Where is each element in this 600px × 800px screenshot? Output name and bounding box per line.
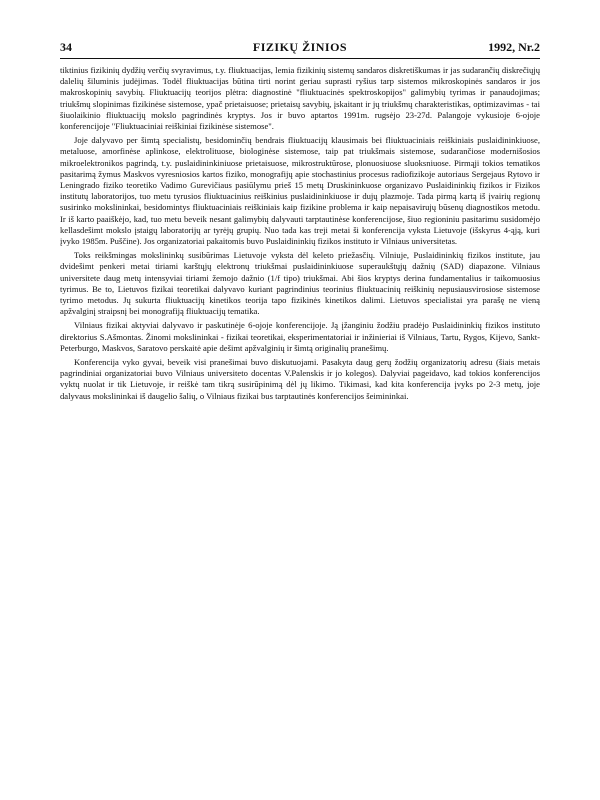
page-number: 34	[60, 40, 72, 54]
issue-label: 1992, Nr.2	[488, 40, 540, 54]
paragraph-3: Toks reikšmingas mokslininkų susibūrimas Lietuvoje vyksta dėl keleto priežasčių. Vilniuje, Puslaidininkių fizikos institute, jau dvidešimt penkeri metai tiriami karštųjų elektronų triukšmai puslaidininkiuose superaukštųjų dažnių (SAD) diapazone. Vilniaus universitete daug metų intensyviai tiriami žemojo dažnio (1/f tipo) triukšmai. Abi šios kryptys derina fundamentalius ir taikomuosius tyrimus. Be to, Lietuvos fizikai teoretikai dalyvavo kuriant pagrindinius teorinius fliuktuacinių reiškinių nepusiausvirosiose sistemose tyrimo metodus. Jų sukurta fliuktuacijų kinetikos teorija tapo fizikinės kinetikos dalimi. Lietuvos specialistai yra parašę ne vieną apžvalginį straipsnį bei monografiją fliuktuacijų tematika.	[60, 250, 540, 317]
article-body	[60, 65, 540, 402]
paragraph-5: Konferencija vyko gyvai, beveik visi pranešimai buvo diskutuojami. Pasakyta daug gerų žodžių organizatorių adresu (šiais metais pagrindiniai organizatoriai buvo Vilniaus universiteto docentas V.Palenskis ir jo kolegos). Dalyviai pageidavo, kad tokios konferencijos vyktų nuolat ir tik Lietuvoje, ir reiškė tam tikrą susirūpinimą dėl jų likimo. Tikimasi, kad kita konferencija įvyks po 2-3 metų, joje dalyvaus mokslininkai iš daugelio šalių, o Vilniaus fizikai bus tarptautinės konferencijos šeimininkai.	[60, 357, 540, 401]
paragraph-2: Joje dalyvavo per šimtą specialistų, besidominčių bendrais fliuktuacijų klausimais bei fliuktuaciniais reiškiniais puslaidininkiuose, metaluose, amorfinėse aplinkose, elektrolituose, biologinėse sistemose, taip pat triukšmais sistemose, sudarančiose modernišosios mikroelektronikos pagrindą, t.y. puslaidininkiniuose prietaisuose, mikrostruktūrose, plonuosiuose sluoksniuose. Pirmąji tokios tematikos pasitarimą žymus Maskvos vyresniosios kartos fiziko, monografijų apie stochastinius procesus radiofizikoje autoriaus Sergejaus Rytovo ir Leningrado fiziko teoretiko Vadimo Gurevičiaus pasiūlymu prieš 15 metų Druskininkuose organizavo Puslaidininkių fizikos ir Fizikos institutų laboratorijos, tuo metu tyrusios fliuktuacinius reiškinius puslaidininkiuose ir dujų plazmoje. Tada pirmą kartą iš įvairių regionų susirinko mokslininkai, besidomintys fliuktuaciniais reiškiniais kaip fizikine problema ir kaip nepaisavirujų būsenų diagnostikos metodu. Ir iš karto paaiškėjo, kad, tuo metu beveik nesant galimybių dalyvauti tarptautinėse konferencijose, šiuo regioniniu pasitarimu susidomėjo kellasdešimt mokslo įstaigų laboratorijų ar tyrėjų grupių. Nuo tada kas treji metai ši konferencija vyksta Lietuvoje (išskyrus 4-ąją, kuri įvyko 1985m. Puščine). Jos organizatoriai pakaitomis buvo Puslaidininkių fizikos instituto ir Vilniaus universitetas.	[60, 135, 540, 247]
paragraph-1: tiktinius fizikinių dydžių verčių svyravimus, t.y. fliuktuacijas, lemia fizikinių sistemų sandaros diskretiškumas ir jas sudarančių diskrečiųjų dalelių šiluminis judėjimas. Todėl fliuktuacijas būtina tirti norint geriau suprasti ryšius tarp sistemos mikroskopinės sandaros ir jos makroskopinių savybių. Fliuktuacijų teorijos plėtra: diagnostinė "fliuktuacinės spektroskopijos" galimybių tyrimas ir panaudojimas; triukšmų slopinimas fizikinėse sistemose, ypač prietaisuose; prietaisų savybių, įskaitant ir jų triukšmų charakteristikas, optimizavimas - tai šiuolaikinio fliuktuacijų mokslo pagrindinės kryptys. Jos ir buvo aptartos 1991m. rugsėjo 23-27d. Palangoje vykusioje 6-ojoje konferencijoje "Fliuktuaciniai reiškiniai fizikinėse sistemose".	[60, 65, 540, 132]
journal-title: FIZIKŲ ŽINIOS	[252, 40, 348, 54]
page-header	[60, 40, 540, 59]
journal-page	[60, 40, 540, 405]
paragraph-4: Vilniaus fizikai aktyviai dalyvavo ir paskutinėje 6-ojoje konferencijoje. Ją įžanginiu žodžiu pradėjo Puslaidininkių fizikos instituto direktorius S.Ašmontas. Žinomi mokslininkai - fizikai teoretikai, eksperimentatoriai ir inžinieriai iš Vilniaus, Tartu, Rygos, Kijevo, Sankt-Peterburgo, Maskvos, Saratovo perskaitė apie dešimt apžvalginių ir šimtą originalių pranešimų.	[60, 320, 540, 353]
